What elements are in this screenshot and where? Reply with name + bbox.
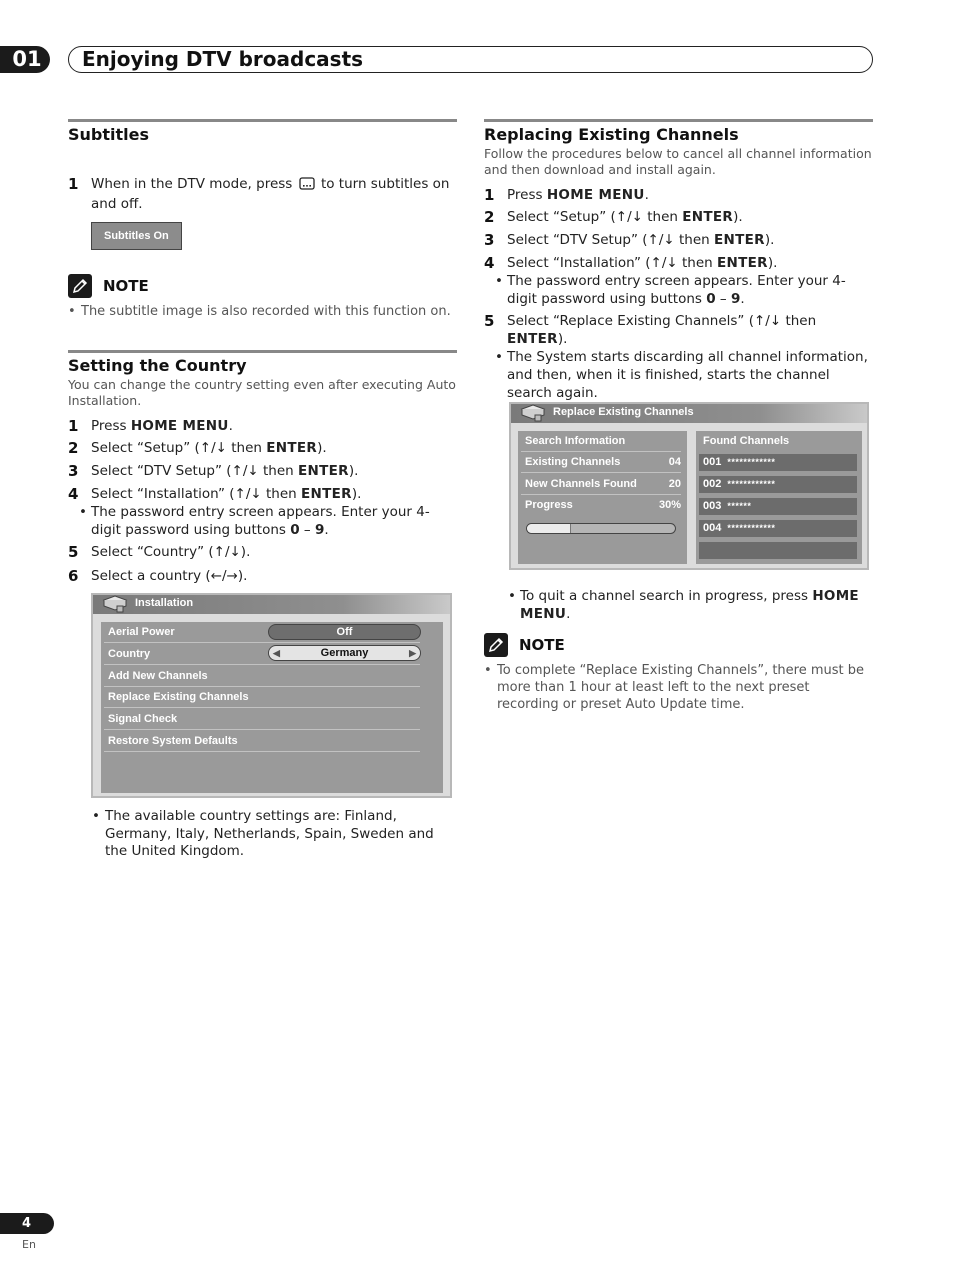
section-divider	[68, 350, 457, 353]
replace-channels-osd	[509, 402, 869, 570]
replace-steps	[484, 186, 873, 402]
step-number: 6	[68, 567, 79, 585]
country-steps	[68, 417, 457, 585]
panel-header: Found Channels	[703, 435, 790, 447]
found-channels-panel	[696, 431, 862, 564]
found-channel-item	[699, 476, 857, 493]
menu-item-signal-check[interactable]	[104, 709, 420, 730]
left-column	[68, 119, 457, 585]
arrow-left-icon[interactable]: ◀	[273, 648, 280, 658]
page-number: 4	[0, 1213, 54, 1234]
channel-name: ************	[727, 457, 776, 467]
detail-text: –	[299, 522, 315, 538]
info-value: 04	[668, 456, 681, 468]
step-number: 1	[484, 186, 495, 204]
step-key: ENTER	[716, 255, 768, 271]
replace-heading: Replacing Existing Channels	[484, 125, 739, 144]
subtitles-step-1	[68, 175, 457, 213]
found-channel-item	[699, 454, 857, 471]
subtitle-button-icon	[299, 177, 315, 195]
replace-step-4	[484, 254, 873, 272]
osd-titlebar	[511, 404, 867, 423]
osd-title: Installation	[135, 597, 194, 609]
panel-header: Search Information	[525, 435, 626, 447]
search-information-panel	[518, 431, 687, 564]
section-divider	[68, 119, 457, 122]
step-text: ).	[351, 486, 362, 502]
replace-step-3	[484, 231, 873, 249]
step-number: 4	[68, 485, 79, 503]
replace-step-4-detail	[471, 272, 873, 308]
channel-number: 004	[703, 522, 722, 534]
step-text: Select “Setup” (↑/↓ then	[91, 440, 267, 456]
country-step-4-detail	[55, 503, 457, 539]
step-number: 4	[484, 254, 495, 272]
step-number: 2	[68, 439, 79, 457]
step-text: Select “DTV Setup” (↑/↓ then	[507, 232, 714, 248]
note-heading	[484, 633, 873, 657]
step-text: Select “Installation” (↑/↓ then	[91, 486, 301, 502]
tv-setup-icon	[519, 403, 547, 428]
aerial-power-toggle[interactable]	[268, 624, 421, 640]
step-number: 2	[484, 208, 495, 226]
step-text: ).	[767, 255, 778, 271]
step-number: 1	[68, 417, 79, 435]
detail-key: 9	[314, 522, 325, 538]
step-key: ENTER	[266, 440, 318, 456]
found-channel-item	[699, 520, 857, 537]
step-key: ENTER	[507, 331, 558, 347]
channel-name: ************	[727, 479, 776, 489]
step-text: Select a country (←/→).	[91, 568, 248, 584]
step-number: 1	[68, 175, 79, 193]
note-title: NOTE	[519, 636, 565, 654]
country-note	[68, 808, 457, 861]
detail-text: The password entry screen appears. Enter your 4-digit password using buttons	[91, 504, 430, 538]
menu-label: Aerial Power	[108, 626, 175, 638]
subtitles-heading: Subtitles	[68, 125, 150, 144]
step-key: HOME MENU	[546, 187, 645, 203]
country-step-1	[68, 417, 457, 435]
detail-text: .	[324, 522, 329, 538]
step-text: Select “Setup” (↑/↓ then	[507, 209, 683, 225]
chapter-header	[68, 46, 873, 73]
country-selector[interactable]	[268, 645, 421, 661]
osd-title: Replace Existing Channels	[553, 406, 694, 418]
step-text: ).	[557, 331, 568, 347]
menu-item-replace-existing-channels[interactable]	[104, 687, 420, 708]
found-channels-header	[699, 431, 859, 452]
step-number: 3	[68, 462, 79, 480]
osd-titlebar	[93, 595, 450, 614]
channel-name: ******	[727, 501, 752, 511]
replace-step-2	[484, 208, 873, 226]
toggle-value: Off	[336, 626, 353, 638]
step-text: ).	[317, 440, 327, 456]
note-heading	[68, 274, 457, 298]
arrow-right-icon[interactable]: ▶	[409, 648, 416, 658]
info-row-new	[521, 474, 681, 495]
menu-label: Restore System Defaults	[108, 735, 238, 747]
step-key: ENTER	[714, 232, 765, 248]
step-text: .	[644, 187, 649, 203]
pencil-note-icon	[68, 274, 92, 298]
found-channel-empty	[699, 542, 857, 559]
info-label: Progress	[525, 499, 573, 511]
right-column	[484, 119, 873, 402]
step-text: Select “DTV Setup” (↑/↓ then	[91, 463, 298, 479]
detail-text: The password entry screen appears. Enter your 4-digit password using buttons	[507, 273, 846, 307]
replace-step-1	[484, 186, 873, 204]
pencil-note-icon	[484, 633, 508, 657]
step-text: Press	[91, 418, 131, 434]
step-text: Select “Installation” (↑/↓ then	[507, 255, 717, 271]
step-text: ).	[733, 209, 743, 225]
info-label: New Channels Found	[525, 478, 637, 490]
subtitles-on-osd: Subtitles On	[91, 222, 182, 250]
bullet-text: .	[566, 605, 571, 622]
chapter-title: Enjoying DTV broadcasts	[82, 47, 364, 71]
note-text: • To complete “Replace Existing Channels”, there must be more than 1 hour at least left to the next preset recording or preset Auto Update time.	[484, 662, 873, 713]
page-language: En	[22, 1238, 36, 1251]
info-label: Existing Channels	[525, 456, 621, 468]
detail-text: .	[740, 291, 745, 307]
step-text: Press	[507, 187, 547, 203]
country-step-3	[68, 462, 457, 480]
country-value: Germany	[320, 647, 369, 659]
info-value: 30%	[658, 499, 681, 511]
country-step-6	[68, 567, 457, 585]
detail-key: 0	[290, 522, 300, 538]
found-channel-item	[699, 498, 857, 515]
menu-label: Add New Channels	[108, 670, 208, 682]
step-text: ).	[764, 232, 775, 248]
bullet-text: To quit a channel search in progress, press	[520, 588, 813, 604]
menu-item-add-new-channels[interactable]	[104, 666, 420, 687]
country-step-5	[68, 543, 457, 561]
step-key: ENTER	[298, 463, 349, 479]
note-text: • The subtitle image is also recorded with this function on.	[68, 303, 457, 320]
country-intro: You can change the country setting even after executing Auto Installation.	[68, 377, 456, 408]
step-key: HOME MENU	[130, 418, 229, 434]
tv-setup-icon	[101, 594, 129, 619]
channel-name: ************	[727, 523, 776, 533]
search-info-header	[521, 431, 681, 452]
menu-label: Signal Check	[108, 713, 178, 725]
step-number: 3	[484, 231, 495, 249]
installation-osd	[91, 593, 452, 798]
step-number: 5	[68, 543, 79, 561]
replace-step-5	[484, 312, 873, 348]
country-step-2	[68, 439, 457, 457]
detail-key: 9	[730, 291, 741, 307]
bullet-key: HOME MENU	[520, 588, 859, 622]
channel-number: 001	[703, 456, 722, 468]
step-text: Select “Replace Existing Channels” (↑/↓ then	[507, 313, 817, 329]
detail-text: –	[715, 291, 731, 307]
note-title: NOTE	[103, 277, 149, 295]
menu-item-restore-system-defaults[interactable]	[104, 731, 420, 752]
installation-menu	[101, 622, 443, 793]
progress-fill	[527, 524, 571, 533]
progress-bar	[526, 523, 676, 534]
menu-label: Replace Existing Channels	[108, 691, 249, 703]
step-text-b: to turn subtitles on and off.	[91, 176, 450, 212]
info-row-existing	[521, 452, 681, 473]
step-key: ENTER	[682, 209, 734, 225]
step-text-a: When in the DTV mode, press	[91, 176, 293, 192]
info-row-progress	[521, 495, 681, 516]
country-options-bullet: • The available country settings are: Finland, Germany, Italy, Netherlands, Spain, Sweden and the United Kingdom.	[68, 808, 457, 861]
replace-after-notes	[484, 588, 873, 713]
replace-step-5-detail: • The System starts discarding all channel information, and then, when it is finished, starts the channel search again.	[471, 348, 873, 402]
menu-label: Country	[108, 648, 151, 660]
section-divider	[484, 119, 873, 122]
replace-intro: Follow the procedures below to cancel all channel information and then download and install again.	[484, 146, 872, 177]
quit-search-bullet	[484, 588, 873, 623]
info-value: 20	[668, 478, 681, 490]
channel-number: 003	[703, 500, 722, 512]
chapter-number: 01	[0, 46, 50, 73]
country-step-4	[68, 485, 457, 503]
detail-key: 0	[706, 291, 716, 307]
step-text: ).	[348, 463, 359, 479]
country-heading: Setting the Country	[68, 356, 247, 375]
step-text: Select “Country” (↑/↓).	[91, 544, 251, 560]
step-text: .	[228, 418, 233, 434]
channel-number: 002	[703, 478, 722, 490]
step-number: 5	[484, 312, 495, 330]
step-key: ENTER	[300, 486, 352, 502]
